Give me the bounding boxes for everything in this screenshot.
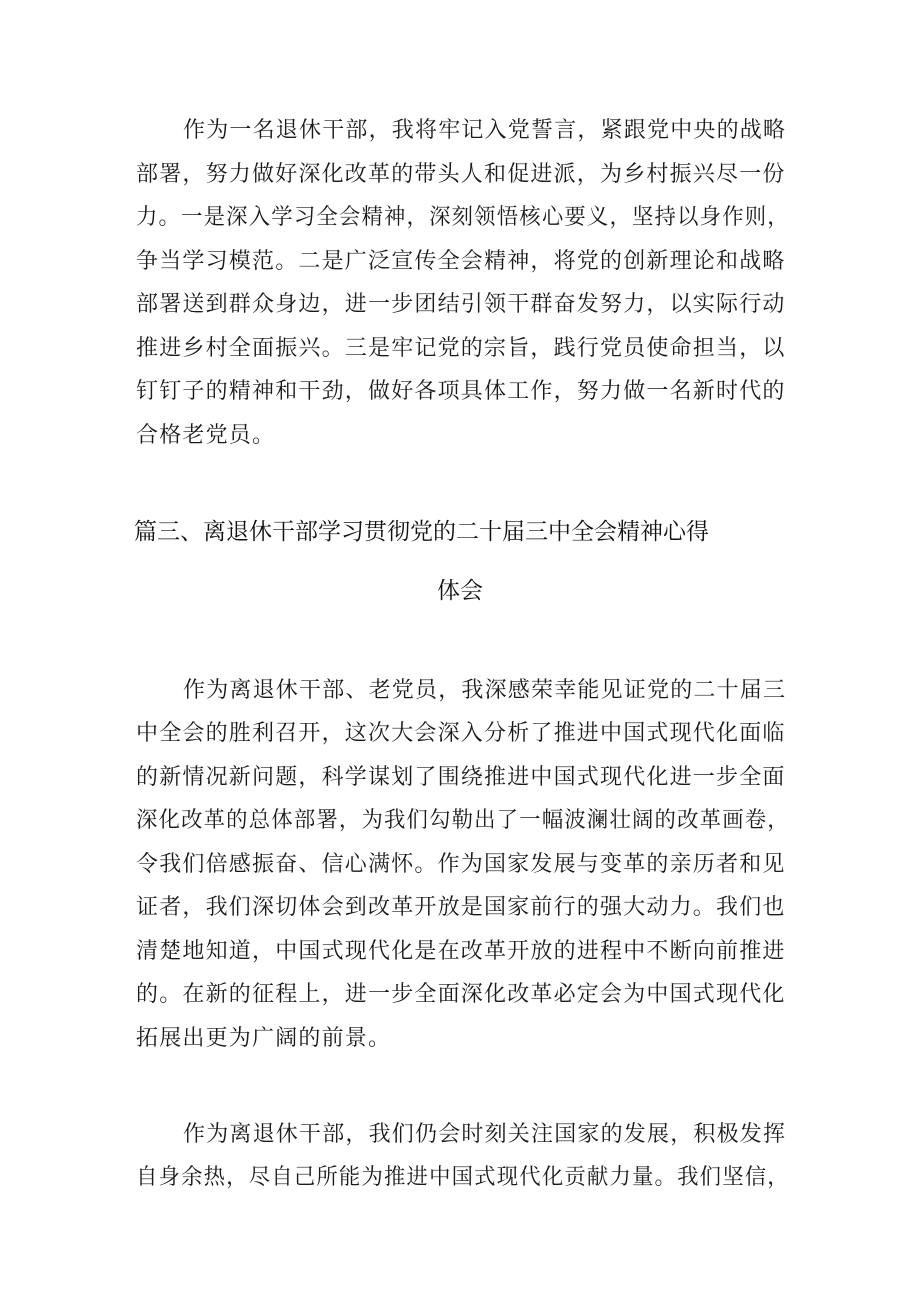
paragraph-line: 作为离退休干部、老党员，我深感荣幸能见证党的二十届三: [183, 678, 787, 703]
paragraph-line: 作为离退休干部，我们仍会时刻关注国家的发展，积极发挥: [183, 1122, 787, 1147]
paragraph-line: 令我们倍感振奋、信心满怀。作为国家发展与变革的亲历者和见: [136, 852, 786, 877]
paragraph-line: 中全会的胜利召开，这次大会深入分析了推进中国式现代化面临: [136, 721, 786, 746]
paragraph-line: 合格老党员。: [136, 423, 276, 448]
paragraph-line: 推进乡村全面振兴。三是牢记党的宗旨，践行党员使命担当，以: [136, 336, 786, 361]
paragraph-line: 钉钉子的精神和干劲，做好各项具体工作，努力做一名新时代的: [136, 379, 786, 404]
section-heading-line2: 体会: [437, 578, 483, 604]
paragraph-line: 自身余热，尽自己所能为推进中国式现代化贡献力量。我们坚信，: [136, 1165, 790, 1190]
paragraph-line: 的新情况新问题，科学谋划了围绕推进中国式现代化进一步全面: [136, 765, 786, 790]
paragraph-line: 作为一名退休干部，我将牢记入党誓言，紧跟党中央的战略: [183, 118, 787, 143]
paragraph-line: 力。一是深入学习全会精神，深刻领悟核心要义，坚持以身作则，: [136, 205, 790, 230]
paragraph-line: 争当学习模范。二是广泛宣传全会精神，将党的创新理论和战略: [136, 249, 786, 274]
paragraph-line: 部署，努力做好深化改革的带头人和促进派，为乡村振兴尽一份: [136, 162, 786, 187]
paragraph-line: 部署送到群众身边，进一步团结引领干群奋发努力，以实际行动: [136, 292, 786, 317]
paragraph-line: 的。在新的征程上，进一步全面深化改革必定会为中国式现代化: [136, 982, 786, 1007]
section-heading-line1: 篇三、离退休干部学习贯彻党的二十届三中全会精神心得: [134, 519, 709, 545]
paragraph-line: 证者，我们深切体会到改革开放是国家前行的强大动力。我们也: [136, 895, 786, 920]
paragraph-line: 深化改革的总体部署，为我们勾勒出了一幅波澜壮阔的改革画卷，: [136, 808, 790, 833]
paragraph-line: 拓展出更为广阔的前景。: [136, 1026, 392, 1051]
paragraph-line: 清楚地知道，中国式现代化是在改革开放的进程中不断向前推进: [136, 939, 786, 964]
